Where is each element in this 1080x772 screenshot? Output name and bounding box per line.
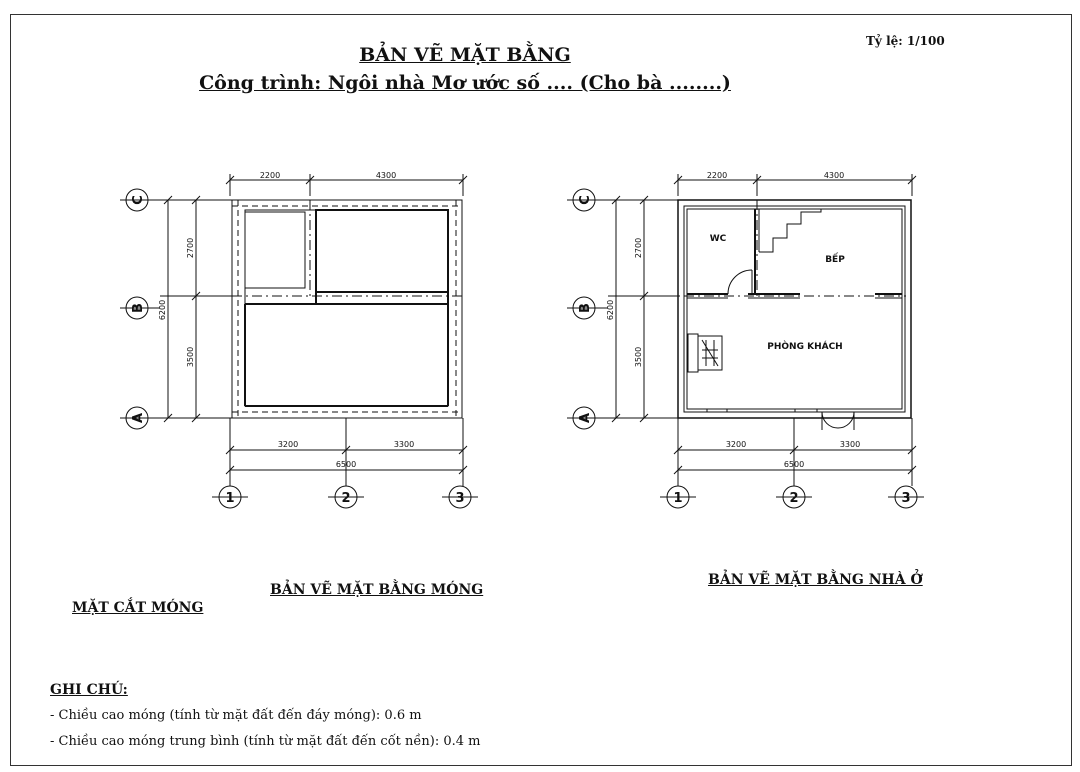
h-axis-3: 3 (901, 491, 911, 506)
scale-note: Tỷ lệ: 1/100 (866, 34, 945, 48)
h-axis-c: C (578, 195, 593, 205)
f-dim-left-2: 3500 (186, 346, 195, 368)
note-item: - Chiều cao móng (tính từ mặt đất đến đáy móng): 0.6 m (50, 708, 422, 723)
note-item: - Chiều cao móng trung bình (tính từ mặt đất đến cốt nền): 0.4 m (50, 734, 481, 749)
h-dim-left-1: 2700 (634, 237, 643, 259)
room-kitchen-label: BẾP (825, 255, 845, 265)
notes-heading: GHI CHÚ: (50, 682, 128, 698)
f-dim-left-total: 6200 (158, 299, 167, 321)
f-axis-c: C (131, 195, 146, 205)
h-dim-left-total: 6200 (606, 299, 615, 321)
h-dim-bottom-2: 3300 (839, 440, 861, 449)
room-living-label: PHÒNG KHÁCH (767, 342, 843, 352)
f-axis-b: B (131, 303, 146, 313)
f-axis-3: 3 (455, 491, 465, 506)
section-label: MẶT CẮT MÓNG (72, 600, 204, 616)
h-axis-b: B (578, 303, 593, 313)
h-dim-bottom-1: 3200 (725, 440, 747, 449)
room-wc-label: WC (709, 234, 727, 244)
f-dim-bottom-2: 3300 (393, 440, 415, 449)
f-axis-a: A (131, 412, 146, 424)
drawing-title: BẢN VẼ MẶT BẰNG (359, 44, 571, 66)
f-axis-2: 2 (341, 491, 351, 506)
h-dim-top-2: 4300 (823, 171, 845, 180)
project-subtitle: Công trình: Ngôi nhà Mơ ước số .... (Cho bà ........) (199, 72, 731, 94)
house-plan-label: BẢN VẼ MẶT BẰNG NHÀ Ở (708, 572, 923, 588)
h-dim-top-1: 2200 (706, 171, 728, 180)
house-plan (567, 174, 924, 508)
f-dim-bottom-1: 3200 (277, 440, 299, 449)
f-dim-bottom-total: 6500 (335, 460, 357, 469)
f-dim-left-1: 2700 (186, 237, 195, 259)
h-dim-bottom-total: 6500 (783, 460, 805, 469)
foundation-plan (120, 174, 478, 508)
h-axis-a: A (578, 412, 593, 424)
h-dim-left-2: 3500 (634, 346, 643, 368)
foundation-plan-label: BẢN VẼ MẶT BẰNG MÓNG (270, 582, 484, 598)
f-dim-top-1: 2200 (259, 171, 281, 180)
f-dim-top-2: 4300 (375, 171, 397, 180)
h-axis-2: 2 (789, 491, 799, 506)
h-axis-1: 1 (673, 491, 683, 506)
f-axis-1: 1 (225, 491, 235, 506)
